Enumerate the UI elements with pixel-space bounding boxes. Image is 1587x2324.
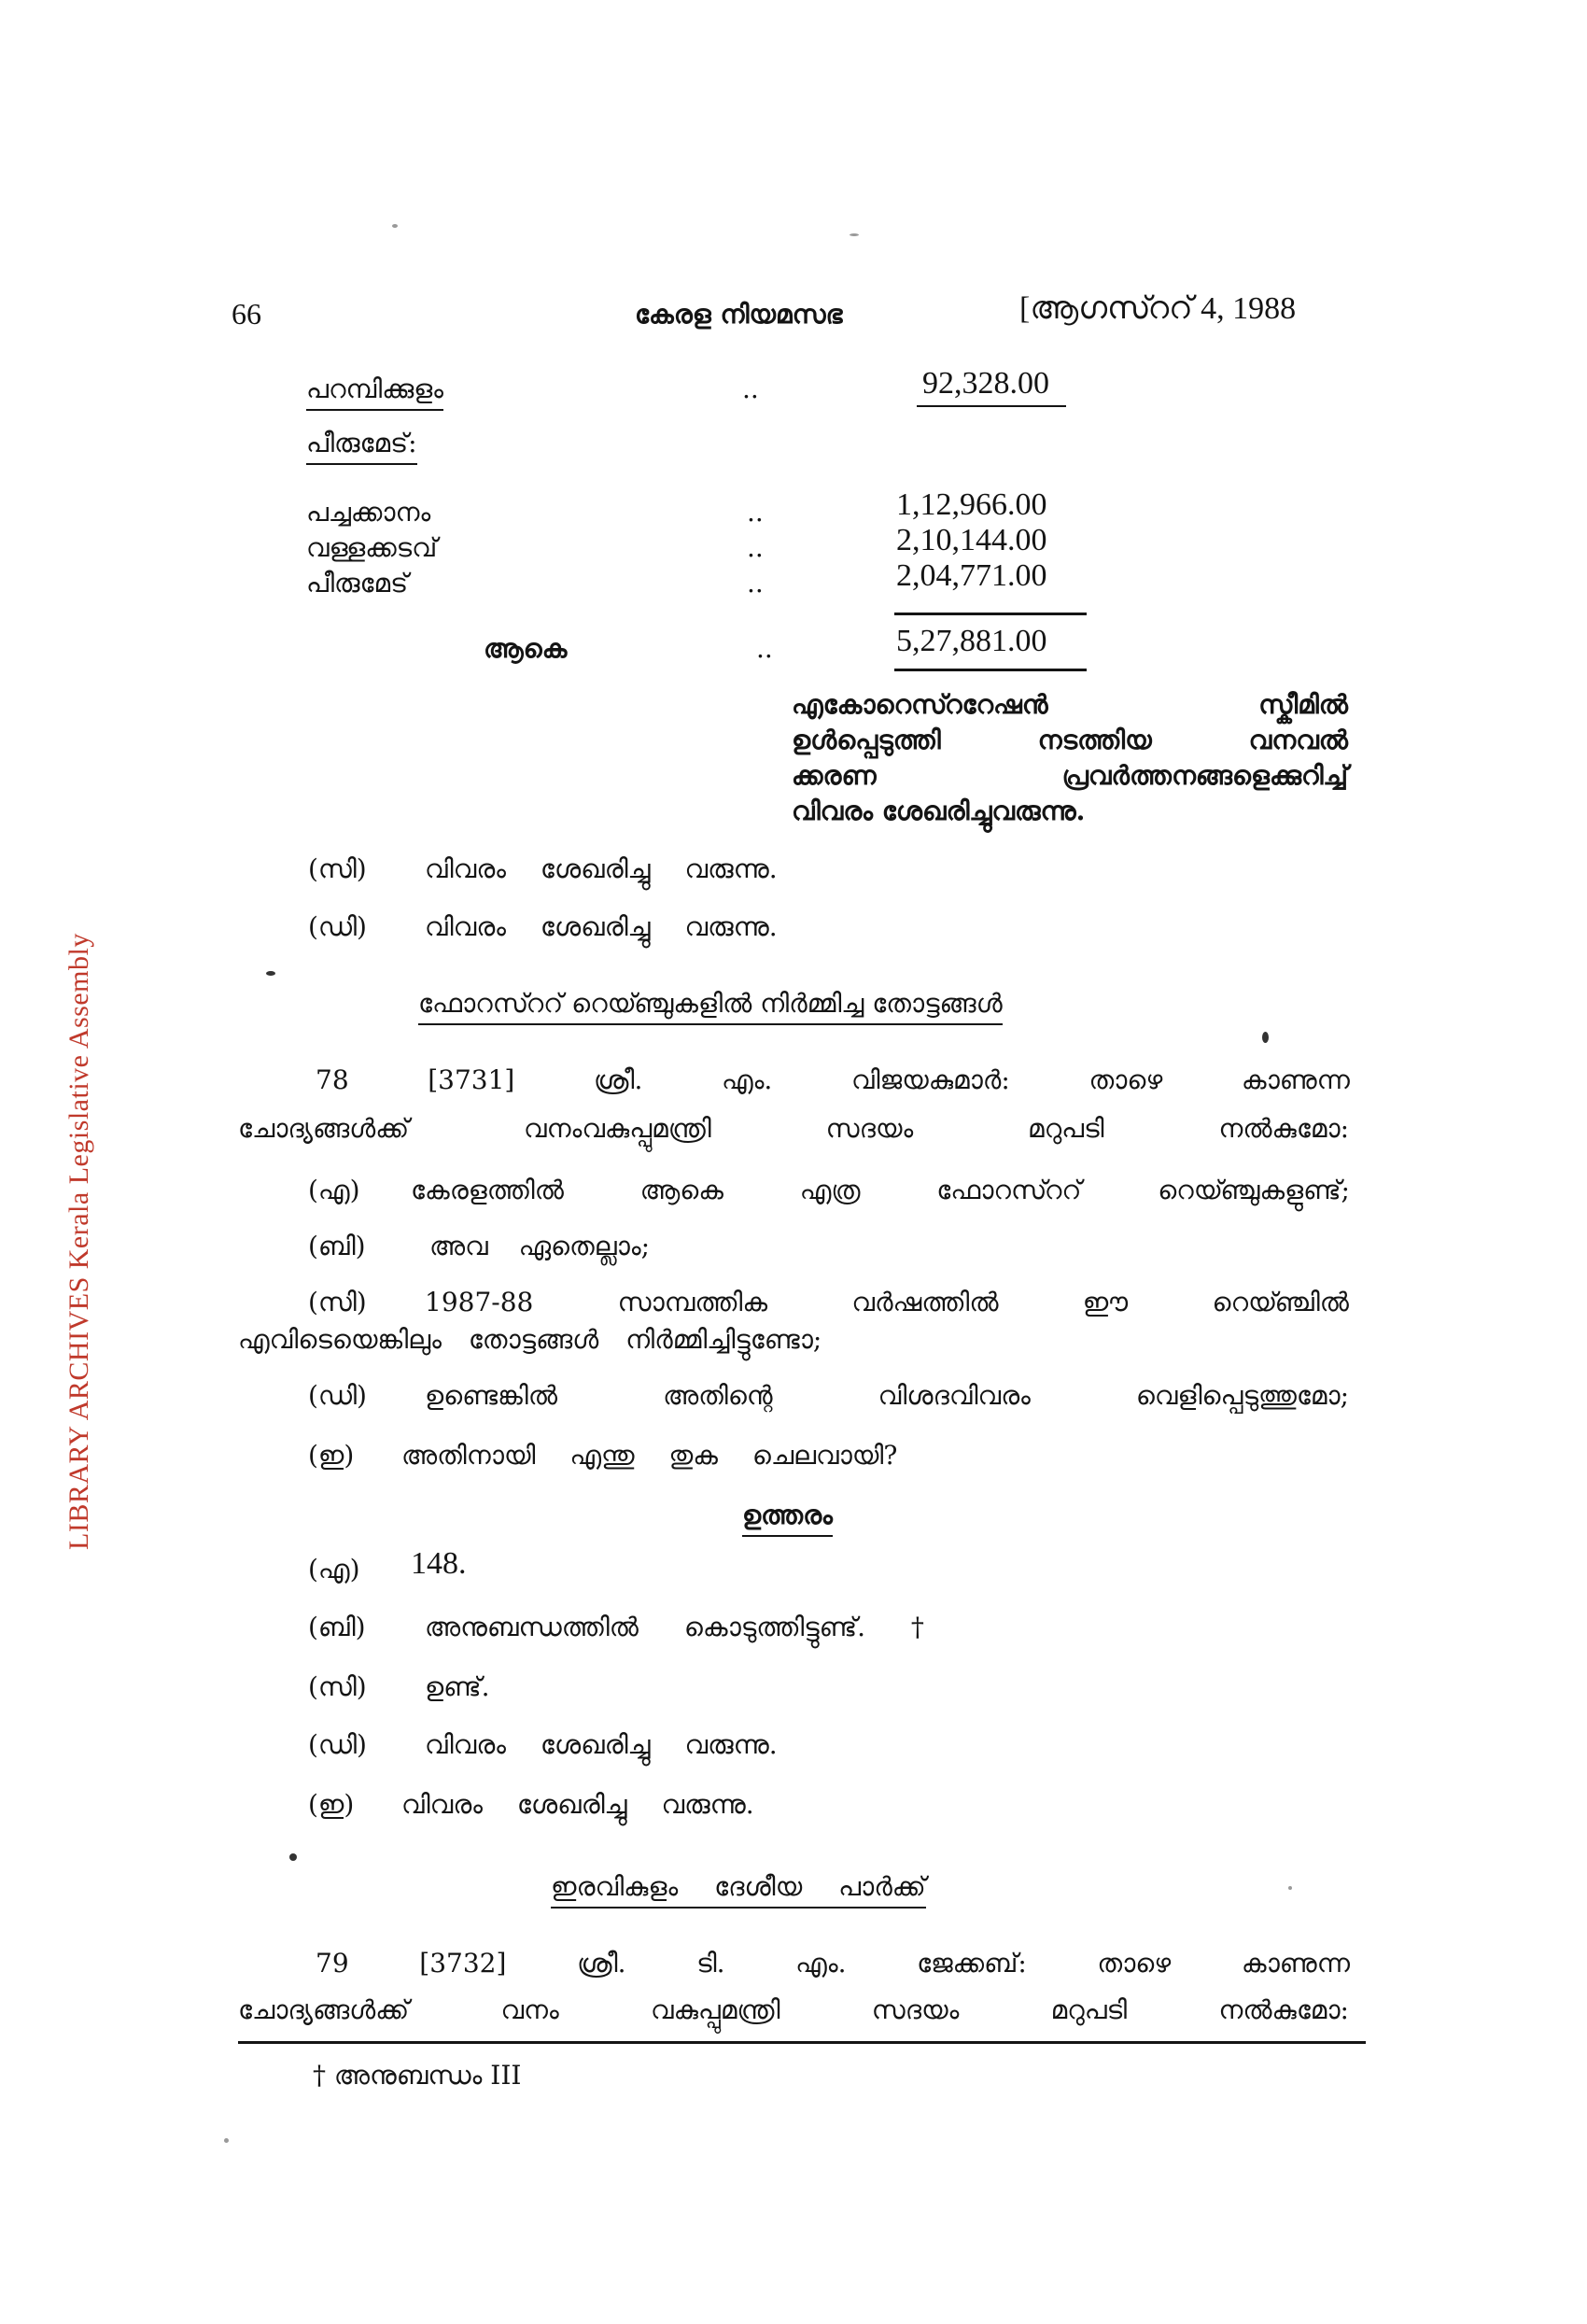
section-heading-eravikulam: ഇരവികുളം ദേശീയ പാർക്ക് xyxy=(551,1871,926,1908)
answer-label: (ഡി) xyxy=(308,911,367,942)
question-text-continuation: എവിടെയെങ്കിലും തോട്ടങ്ങൾ നിർമ്മിച്ചിട്ടുണ്ടോ; xyxy=(238,1324,822,1355)
answer-text: അനുബന്ധത്തിൽ കൊടുത്തിട്ടുണ്ട്. † xyxy=(425,1612,924,1642)
question-79-line1: 79 [3732] ശ്രീ. ടി. എം. ജേക്കബ്: താഴെ കാണുന്ന xyxy=(316,1948,1350,1979)
total-rule-top xyxy=(894,613,1087,615)
footnote-rule xyxy=(238,2041,1366,2044)
label-total: ആകെ xyxy=(484,633,568,664)
note-line: ക്കരണ പ്രവർത്തനങ്ങളെക്കുറിച്ച് xyxy=(792,760,1348,791)
question-label: (ബി) xyxy=(308,1231,366,1261)
question-79-line2: ചോദ്യങ്ങൾക്ക് വനം വകുപ്പുമന്ത്രി സദയം മറുപടി നൽകുമോ: xyxy=(238,1994,1349,2025)
answer-text: വിവരം ശേഖരിച്ചു വരുന്നു. xyxy=(425,911,778,942)
question-label: (ഡി) xyxy=(308,1380,367,1411)
question-text: അതിനായി എന്തു തുക ചെലവായി? xyxy=(401,1440,898,1471)
note-line: വിവരം ശേഖരിച്ചുവരുന്നു. xyxy=(792,796,1086,826)
value-row: 1,12,966.00 xyxy=(896,487,1047,522)
note-line: ഉൾപ്പെടുത്തി നടത്തിയ വനവൽ xyxy=(792,725,1348,755)
answer-text: വിവരം ശേഖരിച്ചു വരുന്നു. xyxy=(401,1789,754,1820)
peerumedu-heading: പീരുമേട്: xyxy=(306,428,417,465)
archive-watermark: LIBRARY ARCHIVES Kerala Legislative Assembly xyxy=(63,933,94,1550)
answer-label: (എ) xyxy=(308,1554,360,1585)
value-total: 5,27,881.00 xyxy=(896,624,1047,658)
dots: .. xyxy=(747,532,764,563)
answer-label: (ഇ) xyxy=(308,1789,355,1820)
answer-label: (സി) xyxy=(308,1671,367,1702)
answer-text: ഉണ്ട്. xyxy=(425,1671,490,1702)
answer-text: 148. xyxy=(411,1546,467,1581)
value-row: 2,10,144.00 xyxy=(896,523,1047,557)
footnote: † അനുബന്ധം III xyxy=(313,2060,522,2091)
label-row: പീരുമേട് xyxy=(306,568,409,599)
answer-heading: ഉത്തരം xyxy=(742,1500,833,1537)
note-line: എകോറെസ്ററേഷൻ സ്കീമിൽ xyxy=(792,689,1348,720)
question-78-line1: 78 [3731] ശ്രീ. എം. വിജയകുമാർ: താഴെ കാണുന്ന xyxy=(316,1064,1350,1095)
running-title: കേരള നിയമസഭ xyxy=(635,299,843,330)
dots: .. xyxy=(742,373,759,404)
label-row: പച്ചക്കാനം xyxy=(306,497,431,528)
value-parambikulam: 92,328.00 xyxy=(917,366,1066,407)
section-heading-forest-ranges: ഫോറസ്ററ് റെയ്ഞ്ചുകളിൽ നിർമ്മിച്ച തോട്ടങ്ങൾ xyxy=(418,988,1003,1025)
question-label: (എ) xyxy=(308,1175,360,1205)
answer-label: (ഡി) xyxy=(308,1729,367,1760)
answer-label: (ബി) xyxy=(308,1612,366,1642)
question-label: (ഇ) xyxy=(308,1440,355,1471)
dots: .. xyxy=(747,568,764,599)
question-text: 1987-88 സാമ്പത്തിക വർഷത്തിൽ ഈ റെയ്ഞ്ചിൽ xyxy=(425,1287,1349,1317)
total-rule-bottom xyxy=(894,669,1087,671)
question-text: കേരളത്തിൽ ആകെ എത്ര ഫോറസ്ററ് റെയ്ഞ്ചുകളുണ്ട്; xyxy=(411,1175,1350,1205)
page-number: 66 xyxy=(232,297,261,331)
question-label: (സി) xyxy=(308,1287,367,1317)
dots: .. xyxy=(747,497,764,528)
question-78-line2: ചോദ്യങ്ങൾക്ക് വനംവകുപ്പുമന്ത്രി സദയം മറുപടി നൽകുമോ: xyxy=(238,1113,1349,1144)
header-date: [ആഗസ്ററ് 4, 1988 xyxy=(1019,291,1297,326)
dots: .. xyxy=(756,633,773,664)
value-row: 2,04,771.00 xyxy=(896,558,1047,593)
question-text: അവ ഏതെല്ലാം; xyxy=(429,1231,651,1261)
answer-text: വിവരം ശേഖരിച്ചു വരുന്നു. xyxy=(425,853,778,884)
label-row: വള്ളക്കടവ് xyxy=(306,532,438,563)
answer-text: വിവരം ശേഖരിച്ചു വരുന്നു. xyxy=(425,1729,778,1760)
label-parambikulam: പറമ്പിക്കുളം xyxy=(306,373,443,411)
answer-label: (സി) xyxy=(308,853,367,884)
question-text: ഉണ്ടെങ്കിൽ അതിന്റെ വിശദവിവരം വെളിപ്പെടുത്തുമോ; xyxy=(425,1380,1349,1411)
